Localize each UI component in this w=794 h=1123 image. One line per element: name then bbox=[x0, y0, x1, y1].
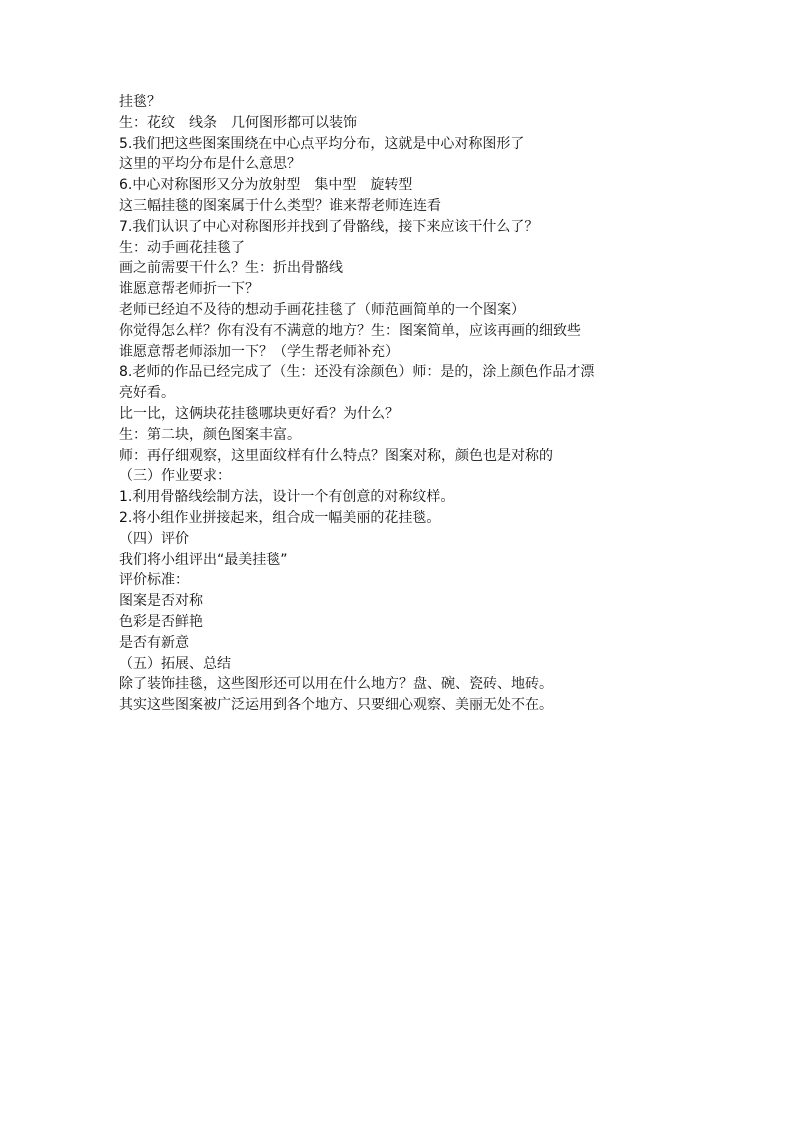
text-line: 2.将小组作业拼接起来，组合成一幅美丽的花挂毯。 bbox=[119, 509, 441, 526]
text-line: 这三幅挂毯的图案属于什么类型？谁来帮老师连连看 bbox=[119, 197, 441, 214]
text-line: 色彩是否鲜艳 bbox=[119, 613, 203, 630]
text-line: 老师已经迫不及待的想动手画花挂毯了（师范画简单的一个图案） bbox=[119, 301, 525, 318]
text-line: 谁愿意帮老师添加一下？（学生帮老师补充） bbox=[119, 343, 399, 360]
text-line: 图案是否对称 bbox=[119, 593, 203, 610]
section-heading: （四）评价 bbox=[119, 530, 189, 547]
text-line: 这里的平均分布是什么意思？ bbox=[119, 156, 301, 173]
text-line: 生：动手画花挂毯了 bbox=[119, 239, 245, 256]
text-line: 谁愿意帮老师折一下？ bbox=[119, 281, 259, 298]
text-line: 除了装饰挂毯，这些图形还可以用在什么地方？盘、碗、瓷砖、地砖。 bbox=[119, 676, 553, 693]
text-line: 7.我们认识了中心对称图形并找到了骨骼线，接下来应该干什么了？ bbox=[119, 218, 539, 235]
text-line: 评价标准： bbox=[119, 572, 189, 589]
text-line: 师：再仔细观察，这里面纹样有什么特点？图案对称，颜色也是对称的 bbox=[119, 447, 553, 464]
text-line: 其实这些图案被广泛运用到各个地方、只要细心观察、美丽无处不在。 bbox=[119, 697, 553, 714]
text-line: 挂毯？ bbox=[119, 94, 161, 110]
text-line: 1.利用骨骼线绘制方法，设计一个有创意的对称纹样。 bbox=[119, 489, 455, 506]
text-line: 是否有新意 bbox=[119, 634, 189, 651]
text-line: 亮好看。 bbox=[119, 385, 175, 402]
text-line: 8.老师的作品已经完成了（生：还没有涂颜色）师：是的，涂上颜色作品才漂 bbox=[119, 364, 595, 381]
document-body bbox=[119, 92, 679, 716]
text-line: 比一比，这俩块花挂毯哪块更好看？为什么？ bbox=[119, 405, 399, 422]
section-heading: （三）作业要求： bbox=[119, 468, 231, 485]
text-line: 我们将小组评出“最美挂毯” bbox=[119, 551, 288, 568]
text-line: 生：第二块，颜色图案丰富。 bbox=[119, 426, 301, 443]
text-line: 你觉得怎么样？你有没有不满意的地方？生：图案简单，应该再画的细致些 bbox=[119, 322, 581, 339]
text-line: 画之前需要干什么？生：折出骨骼线 bbox=[119, 260, 343, 277]
text-line: 5.我们把这些图案围绕在中心点平均分布，这就是中心对称图形了 bbox=[119, 135, 525, 152]
text-line: 生：花纹 线条 几何图形都可以装饰 bbox=[119, 114, 357, 131]
section-heading: （五）拓展、总结 bbox=[119, 655, 231, 672]
text-line: 6.中心对称图形又分为放射型 集中型 旋转型 bbox=[119, 177, 413, 194]
